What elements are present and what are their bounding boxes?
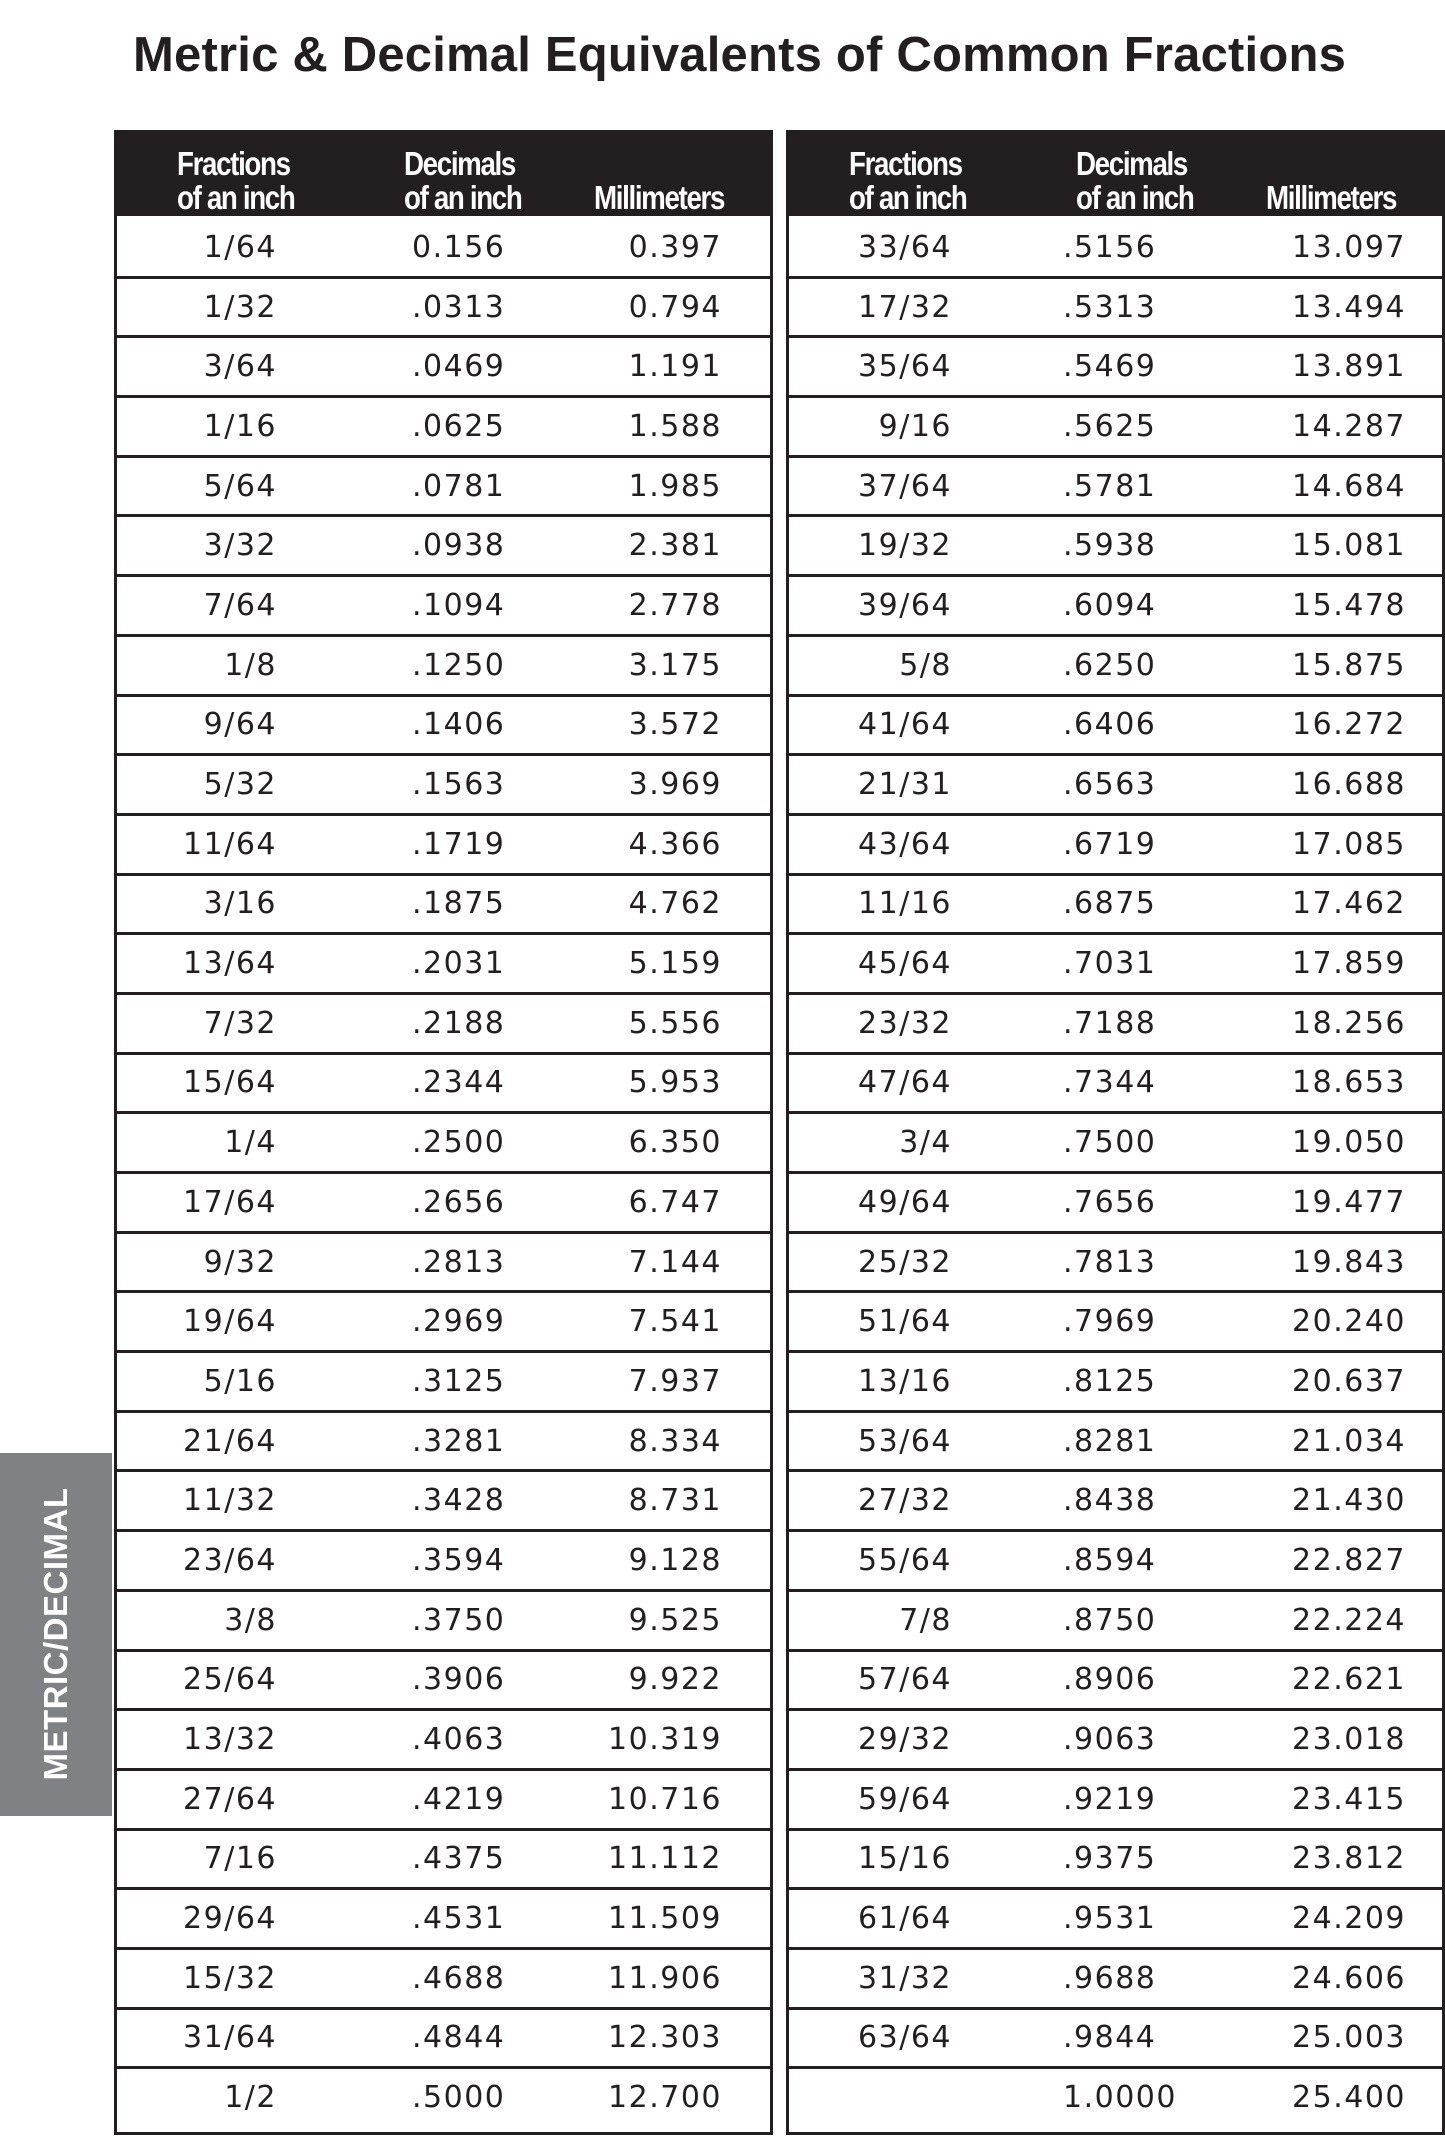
millimeter-cell: 12.303 <box>608 2020 722 2056</box>
table-row <box>117 873 770 933</box>
decimal-cell: .6250 <box>1063 647 1157 683</box>
millimeter-cell: 15.081 <box>1292 528 1406 564</box>
millimeter-cell: 8.731 <box>628 1483 722 1519</box>
millimeter-cell: 16.688 <box>1292 767 1406 803</box>
decimal-cell: .9063 <box>1063 1722 1157 1758</box>
header-decimals: Decimals of an inch <box>404 145 522 216</box>
millimeter-cell: 13.494 <box>1292 289 1406 325</box>
decimal-cell: .8125 <box>1063 1363 1157 1399</box>
millimeter-cell: 22.224 <box>1292 1602 1406 1638</box>
millimeter-cell: 5.556 <box>628 1005 722 1041</box>
fraction-cell: 9/32 <box>203 1244 277 1280</box>
table-row <box>789 455 1442 515</box>
decimal-cell: .4063 <box>412 1722 506 1758</box>
table-row <box>789 1947 1442 2007</box>
millimeter-cell: 17.085 <box>1292 826 1406 862</box>
millimeter-cell: 12.700 <box>608 2080 722 2116</box>
millimeter-cell: 3.175 <box>628 647 722 683</box>
table-row <box>789 1529 1442 1589</box>
fraction-cell: 15/32 <box>183 1960 277 1996</box>
millimeter-cell: 7.937 <box>628 1363 722 1399</box>
header-millimeters: Millimeters <box>1266 179 1397 216</box>
header-decimals: Decimals of an inch <box>1076 145 1194 216</box>
decimal-cell: .4688 <box>412 1960 506 1996</box>
table-row <box>789 932 1442 992</box>
table-row <box>117 1589 770 1649</box>
decimal-cell: .6563 <box>1063 767 1157 803</box>
decimal-cell: .6719 <box>1063 826 1157 862</box>
fraction-cell: 7/32 <box>203 1005 277 1041</box>
decimal-cell: .5781 <box>1063 468 1157 504</box>
fraction-cell: 37/64 <box>858 468 952 504</box>
decimal-cell: .2188 <box>412 1005 506 1041</box>
table-row <box>117 276 770 336</box>
decimal-cell: .4375 <box>412 1841 506 1877</box>
millimeter-cell: 14.287 <box>1292 408 1406 444</box>
millimeter-cell: 23.415 <box>1292 1781 1406 1817</box>
millimeter-cell: 24.209 <box>1292 1901 1406 1937</box>
table-row <box>117 335 770 395</box>
table-row <box>117 1708 770 1768</box>
table-row <box>117 514 770 574</box>
fraction-cell: 55/64 <box>858 1542 952 1578</box>
fraction-cell: 3/4 <box>899 1125 952 1161</box>
millimeter-cell: 7.541 <box>628 1304 722 1340</box>
millimeter-cell: 9.525 <box>628 1602 722 1638</box>
decimal-cell: .2969 <box>412 1304 506 1340</box>
millimeter-cell: 0.397 <box>628 229 722 265</box>
fraction-cell: 27/32 <box>858 1483 952 1519</box>
millimeter-cell: 2.778 <box>628 587 722 623</box>
millimeter-cell: 11.112 <box>608 1841 722 1877</box>
fraction-cell: 5/64 <box>203 468 277 504</box>
fraction-cell: 49/64 <box>858 1184 952 1220</box>
decimal-cell: .0938 <box>412 528 506 564</box>
millimeter-cell: 14.684 <box>1292 468 1406 504</box>
fraction-cell: 9/64 <box>203 707 277 743</box>
fraction-cell: 1/32 <box>203 289 277 325</box>
table-row <box>789 873 1442 933</box>
decimal-cell: .7656 <box>1063 1184 1157 1220</box>
fraction-cell: 17/32 <box>858 289 952 325</box>
table-row <box>789 395 1442 455</box>
decimal-cell: .1250 <box>412 647 506 683</box>
decimal-cell: .1563 <box>412 767 506 803</box>
fraction-cell: 1/4 <box>224 1125 277 1161</box>
decimal-cell: .6406 <box>1063 707 1157 743</box>
table-row <box>117 1947 770 2007</box>
fraction-cell: 29/32 <box>858 1722 952 1758</box>
fraction-cell: 27/64 <box>183 1781 277 1817</box>
fraction-cell: 23/64 <box>183 1542 277 1578</box>
page-title: Metric & Decimal Equivalents of Common Fractions <box>133 28 1347 82</box>
fraction-cell: 13/64 <box>183 946 277 982</box>
decimal-cell: .1719 <box>412 826 506 862</box>
fraction-cell: 3/16 <box>203 886 277 922</box>
millimeter-cell: 25.003 <box>1292 2020 1406 2056</box>
fraction-cell: 11/32 <box>183 1483 277 1519</box>
fraction-cell: 15/64 <box>183 1065 277 1101</box>
millimeter-cell: 18.256 <box>1292 1005 1406 1041</box>
table-row <box>117 813 770 873</box>
decimal-cell: .5469 <box>1063 349 1157 385</box>
fraction-cell: 23/32 <box>858 1005 952 1041</box>
table-row <box>117 932 770 992</box>
decimal-cell: .3594 <box>412 1542 506 1578</box>
decimal-cell: .0469 <box>412 349 506 385</box>
decimal-cell: .2813 <box>412 1244 506 1280</box>
fraction-cell: 1/16 <box>203 408 277 444</box>
fraction-cell: 39/64 <box>858 587 952 623</box>
millimeter-cell: 5.159 <box>628 946 722 982</box>
decimal-cell: .9375 <box>1063 1841 1157 1877</box>
decimal-cell: .8594 <box>1063 1542 1157 1578</box>
decimal-cell: .4531 <box>412 1901 506 1937</box>
decimal-cell: .8906 <box>1063 1662 1157 1698</box>
fraction-cell: 59/64 <box>858 1781 952 1817</box>
table-row <box>789 992 1442 1052</box>
table-row <box>117 1231 770 1291</box>
millimeter-cell: 6.350 <box>628 1125 722 1161</box>
table-row <box>789 1887 1442 1947</box>
millimeter-cell: 23.812 <box>1292 1841 1406 1877</box>
millimeter-cell: 5.953 <box>628 1065 722 1101</box>
table-row <box>789 1708 1442 1768</box>
millimeter-cell: 13.891 <box>1292 349 1406 385</box>
table-row <box>789 1171 1442 1231</box>
millimeter-cell: 13.097 <box>1292 229 1406 265</box>
millimeter-cell: 1.191 <box>628 349 722 385</box>
millimeter-cell: 4.762 <box>628 886 722 922</box>
decimal-cell: .7500 <box>1063 1125 1157 1161</box>
table-row <box>117 216 770 276</box>
fraction-cell: 53/64 <box>858 1423 952 1459</box>
decimal-cell: .3750 <box>412 1602 506 1638</box>
millimeter-cell: 19.477 <box>1292 1184 1406 1220</box>
decimal-cell: .2031 <box>412 946 506 982</box>
decimal-cell: .7188 <box>1063 1005 1157 1041</box>
millimeter-cell: 15.875 <box>1292 647 1406 683</box>
fraction-cell: 47/64 <box>858 1065 952 1101</box>
decimal-cell: .7344 <box>1063 1065 1157 1101</box>
fraction-cell: 43/64 <box>858 826 952 862</box>
fraction-cell: 13/32 <box>183 1722 277 1758</box>
table-row <box>117 1410 770 1470</box>
fraction-cell: 17/64 <box>183 1184 277 1220</box>
millimeter-cell: 4.366 <box>628 826 722 862</box>
decimal-cell: .7969 <box>1063 1304 1157 1340</box>
fraction-cell: 35/64 <box>858 349 952 385</box>
fraction-cell: 41/64 <box>858 707 952 743</box>
millimeter-cell: 25.400 <box>1292 2080 1406 2116</box>
fraction-cell: 33/64 <box>858 229 952 265</box>
millimeter-cell: 11.509 <box>608 1901 722 1937</box>
table-row <box>789 1828 1442 1888</box>
millimeter-cell: 10.319 <box>608 1722 722 1758</box>
table-row <box>117 1290 770 1350</box>
fraction-cell: 1/2 <box>224 2080 277 2116</box>
decimal-cell: 0.156 <box>412 229 506 265</box>
decimal-cell: .8750 <box>1063 1602 1157 1638</box>
fraction-cell: 1/8 <box>224 647 277 683</box>
table-row <box>789 1231 1442 1291</box>
table-row <box>789 2066 1442 2126</box>
side-tab <box>0 1453 112 1816</box>
decimal-cell: .0625 <box>412 408 506 444</box>
decimal-cell: .9219 <box>1063 1781 1157 1817</box>
decimal-cell: .9844 <box>1063 2020 1157 2056</box>
millimeter-cell: 3.572 <box>628 707 722 743</box>
millimeter-cell: 21.430 <box>1292 1483 1406 1519</box>
millimeter-cell: 22.827 <box>1292 1542 1406 1578</box>
fraction-cell: 15/16 <box>858 1841 952 1877</box>
table-body <box>117 216 770 2126</box>
header-fractions: Fractions of an inch <box>177 145 295 216</box>
decimal-cell: .0313 <box>412 289 506 325</box>
millimeter-cell: 19.050 <box>1292 1125 1406 1161</box>
fraction-cell: 45/64 <box>858 946 952 982</box>
decimal-cell: .3428 <box>412 1483 506 1519</box>
fraction-cell: 5/8 <box>899 647 952 683</box>
fraction-cell: 25/64 <box>183 1662 277 1698</box>
table-row <box>789 2007 1442 2067</box>
millimeter-cell: 24.606 <box>1292 1960 1406 1996</box>
table-row <box>117 455 770 515</box>
table-row <box>117 2066 770 2126</box>
table-row <box>117 1529 770 1589</box>
fraction-cell: 3/64 <box>203 349 277 385</box>
table-row <box>117 634 770 694</box>
fraction-cell: 7/16 <box>203 1841 277 1877</box>
table-row <box>789 1410 1442 1470</box>
table-row <box>117 1171 770 1231</box>
table-row <box>117 395 770 455</box>
side-tab-label: METRIC/DECIMAL <box>37 1487 74 1781</box>
decimal-cell: .1406 <box>412 707 506 743</box>
table-row <box>117 992 770 1052</box>
fraction-cell: 5/32 <box>203 767 277 803</box>
millimeter-cell: 2.381 <box>628 528 722 564</box>
table-row <box>789 276 1442 336</box>
table-row <box>117 1887 770 1947</box>
left-table <box>114 130 773 2135</box>
decimal-cell: .9688 <box>1063 1960 1157 1996</box>
decimal-cell: .3906 <box>412 1662 506 1698</box>
header-fractions: Fractions of an inch <box>849 145 967 216</box>
decimal-cell: .9531 <box>1063 1901 1157 1937</box>
fraction-cell: 21/31 <box>858 767 952 803</box>
millimeter-cell: 3.969 <box>628 767 722 803</box>
table-row <box>117 1828 770 1888</box>
millimeter-cell: 17.462 <box>1292 886 1406 922</box>
millimeter-cell: 11.906 <box>608 1960 722 1996</box>
fraction-cell: 19/32 <box>858 528 952 564</box>
table-row <box>789 1350 1442 1410</box>
fraction-cell: 51/64 <box>858 1304 952 1340</box>
millimeter-cell: 0.794 <box>628 289 722 325</box>
fraction-cell: 3/32 <box>203 528 277 564</box>
millimeter-cell: 19.843 <box>1292 1244 1406 1280</box>
table-row <box>789 514 1442 574</box>
table-header <box>114 130 773 216</box>
table-body <box>789 216 1442 2126</box>
table-row <box>789 1052 1442 1112</box>
right-table <box>786 130 1445 2135</box>
millimeter-cell: 16.272 <box>1292 707 1406 743</box>
decimal-cell: 1.0000 <box>1063 2080 1177 2116</box>
decimal-cell: .5156 <box>1063 229 1157 265</box>
fraction-cell: 21/64 <box>183 1423 277 1459</box>
decimal-cell: .5625 <box>1063 408 1157 444</box>
table-row <box>789 574 1442 634</box>
table-row <box>789 813 1442 873</box>
decimal-cell: .8438 <box>1063 1483 1157 1519</box>
table-row <box>117 694 770 754</box>
millimeter-cell: 1.985 <box>628 468 722 504</box>
table-row <box>789 1589 1442 1649</box>
table-row <box>117 1111 770 1171</box>
millimeter-cell: 17.859 <box>1292 946 1406 982</box>
table-row <box>789 694 1442 754</box>
fraction-cell: 1/64 <box>203 229 277 265</box>
decimal-cell: .7813 <box>1063 1244 1157 1280</box>
table-row <box>789 335 1442 395</box>
millimeter-cell: 8.334 <box>628 1423 722 1459</box>
table-row <box>789 634 1442 694</box>
millimeter-cell: 18.653 <box>1292 1065 1406 1101</box>
decimal-cell: .6094 <box>1063 587 1157 623</box>
millimeter-cell: 15.478 <box>1292 587 1406 623</box>
fraction-cell <box>789 2069 952 2126</box>
table-row <box>789 1111 1442 1171</box>
fraction-cell: 19/64 <box>183 1304 277 1340</box>
decimal-cell: .1094 <box>412 587 506 623</box>
fraction-cell: 11/64 <box>183 826 277 862</box>
fraction-cell: 13/16 <box>858 1363 952 1399</box>
table-row <box>117 1768 770 1828</box>
decimal-cell: .1875 <box>412 886 506 922</box>
table-header <box>786 130 1445 216</box>
fraction-cell: 7/64 <box>203 587 277 623</box>
decimal-cell: .5938 <box>1063 528 1157 564</box>
table-row <box>789 753 1442 813</box>
fraction-cell: 5/16 <box>203 1363 277 1399</box>
fraction-cell: 3/8 <box>224 1602 277 1638</box>
decimal-cell: .5000 <box>412 2080 506 2116</box>
table-row <box>117 753 770 813</box>
millimeter-cell: 7.144 <box>628 1244 722 1280</box>
millimeter-cell: 22.621 <box>1292 1662 1406 1698</box>
table-row <box>117 2007 770 2067</box>
table-row <box>789 1768 1442 1828</box>
millimeter-cell: 6.747 <box>628 1184 722 1220</box>
millimeter-cell: 9.128 <box>628 1542 722 1578</box>
millimeter-cell: 23.018 <box>1292 1722 1406 1758</box>
decimal-cell: .6875 <box>1063 886 1157 922</box>
millimeter-cell: 1.588 <box>628 408 722 444</box>
decimal-cell: .4844 <box>412 2020 506 2056</box>
fraction-cell: 11/16 <box>858 886 952 922</box>
decimal-cell: .3281 <box>412 1423 506 1459</box>
table-row <box>789 1290 1442 1350</box>
decimal-cell: .2656 <box>412 1184 506 1220</box>
header-millimeters: Millimeters <box>594 179 725 216</box>
table-row <box>117 1052 770 1112</box>
fraction-cell: 7/8 <box>899 1602 952 1638</box>
fraction-cell: 9/16 <box>878 408 952 444</box>
fraction-cell: 63/64 <box>858 2020 952 2056</box>
table-row <box>117 1469 770 1529</box>
decimal-cell: .2500 <box>412 1125 506 1161</box>
decimal-cell: .3125 <box>412 1363 506 1399</box>
decimal-cell: .0781 <box>412 468 506 504</box>
decimal-cell: .4219 <box>412 1781 506 1817</box>
fraction-cell: 57/64 <box>858 1662 952 1698</box>
table-row <box>789 1649 1442 1709</box>
millimeter-cell: 9.922 <box>628 1662 722 1698</box>
millimeter-cell: 20.637 <box>1292 1363 1406 1399</box>
decimal-cell: .2344 <box>412 1065 506 1101</box>
millimeter-cell: 10.716 <box>608 1781 722 1817</box>
millimeter-cell: 20.240 <box>1292 1304 1406 1340</box>
decimal-cell: .5313 <box>1063 289 1157 325</box>
fraction-cell: 31/64 <box>183 2020 277 2056</box>
fraction-cell: 29/64 <box>183 1901 277 1937</box>
table-row <box>789 1469 1442 1529</box>
fraction-cell: 25/32 <box>858 1244 952 1280</box>
millimeter-cell: 21.034 <box>1292 1423 1406 1459</box>
table-row <box>117 1350 770 1410</box>
table-row <box>789 216 1442 276</box>
table-row <box>117 574 770 634</box>
table-row <box>117 1649 770 1709</box>
decimal-cell: .8281 <box>1063 1423 1157 1459</box>
fraction-cell: 61/64 <box>858 1901 952 1937</box>
fraction-cell: 31/32 <box>858 1960 952 1996</box>
decimal-cell: .7031 <box>1063 946 1157 982</box>
